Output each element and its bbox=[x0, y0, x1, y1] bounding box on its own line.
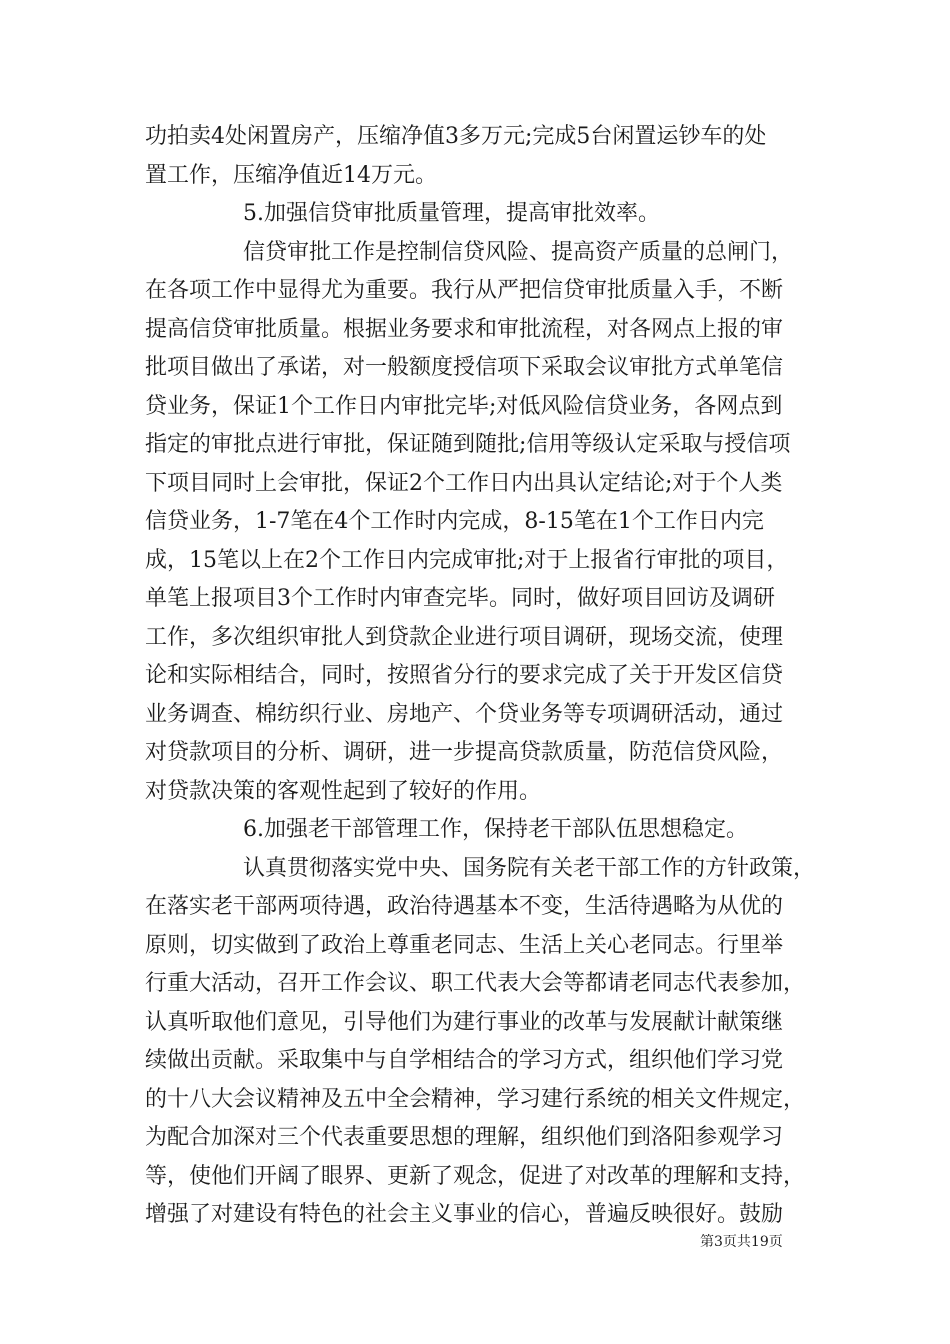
text-line: 对贷款项目的分析、调研，进一步提高贷款质量，防范信贷风险， bbox=[145, 740, 784, 765]
text-line: 信贷审批工作是控制信贷风险、提高资产质量的总闸门， bbox=[243, 239, 794, 265]
paragraph-retired-cadres bbox=[145, 850, 825, 1235]
text-line: 置工作，压缩净值近14万元。 bbox=[145, 162, 437, 188]
page-number-footer: 第3页共19页 bbox=[700, 1234, 783, 1250]
heading-line: 5.加强信贷审批质量管理，提高审批效率。 bbox=[243, 201, 660, 226]
text-line: 批项目做出了承诺，对一般额度授信项下采取会议审批方式单笔信 bbox=[145, 355, 784, 380]
text-line: 功拍卖4处闲置房产，压缩净值3多万元;完成5台闲置运钞车的处 bbox=[145, 124, 767, 149]
paragraph-credit-approval bbox=[145, 234, 825, 812]
section-heading-6 bbox=[145, 811, 825, 850]
text-line: 成，15笔以上在2个工作日内完成审批;对于上报省行审批的项目， bbox=[145, 547, 789, 573]
text-line: 等，使他们开阔了眼界、更新了观念，促进了对改革的理解和支持， bbox=[145, 1163, 806, 1189]
text-line: 工作，多次组织审批人到贷款企业进行项目调研，现场交流，使理 bbox=[145, 624, 784, 650]
text-line: 指定的审批点进行审批，保证随到随批;信用等级认定采取与授信项 bbox=[145, 432, 791, 457]
text-line: 业务调查、棉纺织行业、房地产、个贷业务等专项调研活动，通过 bbox=[145, 701, 784, 727]
text-line: 续做出贡献。采取集中与自学相结合的学习方式，组织他们学习党 bbox=[145, 1048, 784, 1073]
text-line: 的十八大会议精神及五中全会精神，学习建行系统的相关文件规定， bbox=[145, 1086, 806, 1112]
text-line: 原则，切实做到了政治上尊重老同志、生活上关心老同志。行里举 bbox=[145, 932, 784, 958]
section-heading-5 bbox=[145, 195, 825, 234]
text-line: 认真听取他们意见，引导他们为建行事业的改革与发展献计献策继 bbox=[145, 1009, 784, 1035]
text-line: 单笔上报项目3个工作时内审查完毕。同时，做好项目回访及调研 bbox=[145, 586, 775, 611]
text-line: 行重大活动，召开工作会议、职工代表大会等都请老同志代表参加， bbox=[145, 971, 806, 996]
text-line: 提高信贷审批质量。根据业务要求和审批流程，对各网点上报的审 bbox=[145, 316, 784, 342]
text-line: 贷业务，保证1个工作日内审批完毕;对低风险信贷业务，各网点到 bbox=[145, 393, 783, 419]
text-line: 增强了对建设有特色的社会主义事业的信心，普遍反映很好。鼓励 bbox=[145, 1202, 784, 1227]
text-line: 认真贯彻落实党中央、国务院有关老干部工作的方针政策， bbox=[243, 855, 816, 881]
text-line: 对贷款决策的客观性起到了较好的作用。 bbox=[145, 778, 542, 804]
heading-line: 6.加强老干部管理工作，保持老干部队伍思想稳定。 bbox=[243, 817, 748, 842]
paragraph-continuation bbox=[145, 118, 825, 195]
body-text bbox=[145, 118, 825, 1235]
text-line: 在落实老干部两项待遇，政治待遇基本不变，生活待遇略为从优的 bbox=[145, 894, 784, 919]
text-line: 为配合加深对三个代表重要思想的理解，组织他们到洛阳参观学习 bbox=[145, 1125, 784, 1150]
text-line: 论和实际相结合，同时，按照省分行的要求完成了关于开发区信贷 bbox=[145, 663, 784, 688]
text-line: 在各项工作中显得尤为重要。我行从严把信贷审批质量入手，不断 bbox=[145, 278, 784, 303]
text-line: 下项目同时上会审批，保证2个工作日内出具认定结论;对于个人类 bbox=[145, 470, 783, 496]
text-line: 信贷业务，1-7笔在4个工作时内完成，8-15笔在1个工作日内完 bbox=[145, 509, 764, 534]
